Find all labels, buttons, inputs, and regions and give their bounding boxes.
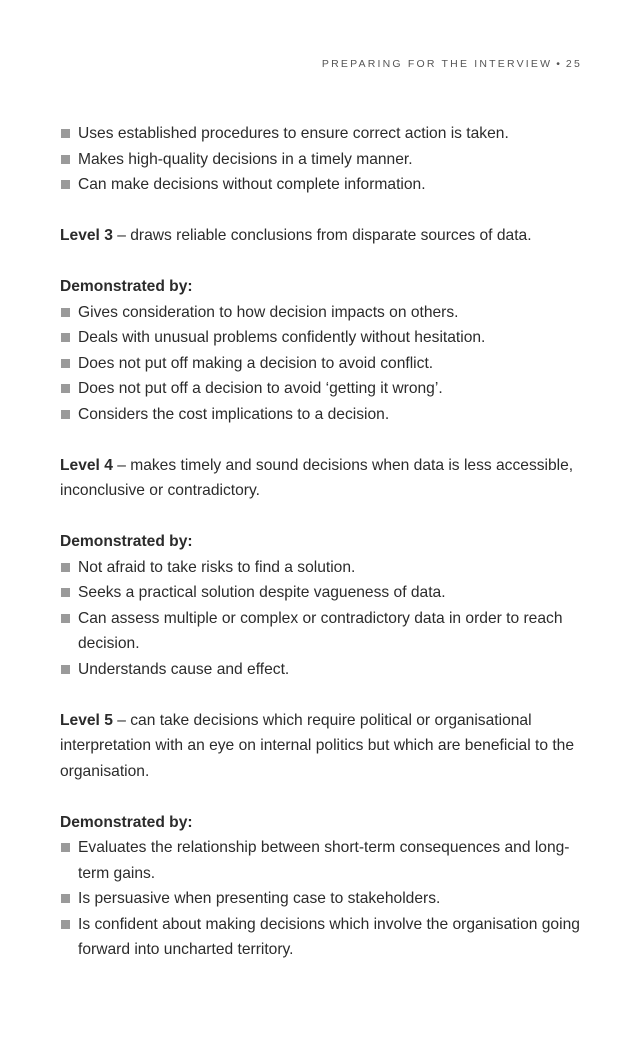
list-item: Does not put off making a decision to avoid conflict. <box>60 351 580 377</box>
level-3-paragraph <box>60 223 580 249</box>
level-3-heading: Level 3 <box>60 227 113 244</box>
page-number: 25 <box>565 58 582 70</box>
level-5-heading: Level 5 <box>60 711 113 729</box>
list-item: Seeks a practical solution despite vagueness of data. <box>60 580 580 606</box>
square-bullet-icon <box>61 359 70 368</box>
square-bullet-icon <box>61 563 70 572</box>
level-5-demonstrated-heading: Demonstrated by: <box>60 813 193 831</box>
list-item: Can make decisions without complete information. <box>60 172 580 198</box>
list-item: Considers the cost implications to a decision. <box>60 402 580 428</box>
square-bullet-icon <box>61 333 70 342</box>
list-item: Uses established procedures to ensure correct action is taken. <box>60 121 580 147</box>
list-item: Deals with unusual problems confidently without hesitation. <box>60 325 580 351</box>
square-bullet-icon <box>61 665 70 674</box>
square-bullet-icon <box>61 894 70 903</box>
square-bullet-icon <box>61 384 70 393</box>
square-bullet-icon <box>61 920 70 929</box>
square-bullet-icon <box>61 410 70 419</box>
running-header <box>322 58 582 70</box>
level-5-paragraph <box>60 708 580 785</box>
square-bullet-icon <box>61 588 70 597</box>
level-4-demonstrated-heading: Demonstrated by: <box>60 533 193 550</box>
level-3-description: – draws reliable conclusions from disparate sources of data. <box>112 227 532 244</box>
list-item: Not afraid to take risks to find a solution. <box>60 555 580 581</box>
level-4-description: – makes timely and sound decisions when data is less accessible, inconclusive or contradictory. <box>60 456 574 499</box>
list-item: Is confident about making decisions which involve the organisation going forward into uncharted territory. <box>60 912 580 963</box>
square-bullet-icon <box>61 180 70 189</box>
level-3-bullet-list <box>60 300 580 428</box>
level-4-heading: Level 4 <box>60 456 113 474</box>
level-4-bullet-list <box>60 555 580 683</box>
square-bullet-icon <box>61 308 70 317</box>
list-item: Is persuasive when presenting case to stakeholders. <box>60 886 580 912</box>
list-item: Understands cause and effect. <box>60 657 580 683</box>
intro-bullet-list <box>60 121 580 198</box>
list-item: Does not put off a decision to avoid ‘getting it wrong’. <box>60 376 580 402</box>
page-body <box>60 121 580 963</box>
square-bullet-icon <box>61 843 70 852</box>
running-title: PREPARING FOR THE INTERVIEW <box>321 58 553 70</box>
list-item: Gives consideration to how decision impacts on others. <box>60 300 580 326</box>
square-bullet-icon <box>61 155 70 164</box>
level-3-demonstrated-heading: Demonstrated by: <box>60 278 193 295</box>
list-item: Can assess multiple or complex or contradictory data in order to reach decision. <box>60 606 580 657</box>
header-separator: • <box>556 58 560 70</box>
list-item: Makes high-quality decisions in a timely manner. <box>60 147 580 173</box>
level-5-description: – can take decisions which require political or organisational interpretation with an eye on internal politics but which are beneficial to the organisation. <box>60 711 575 780</box>
level-5-bullet-list <box>60 835 580 963</box>
square-bullet-icon <box>61 129 70 138</box>
list-item: Evaluates the relationship between short-term consequences and long-term gains. <box>60 835 580 886</box>
level-4-paragraph <box>60 453 580 504</box>
square-bullet-icon <box>61 614 70 623</box>
